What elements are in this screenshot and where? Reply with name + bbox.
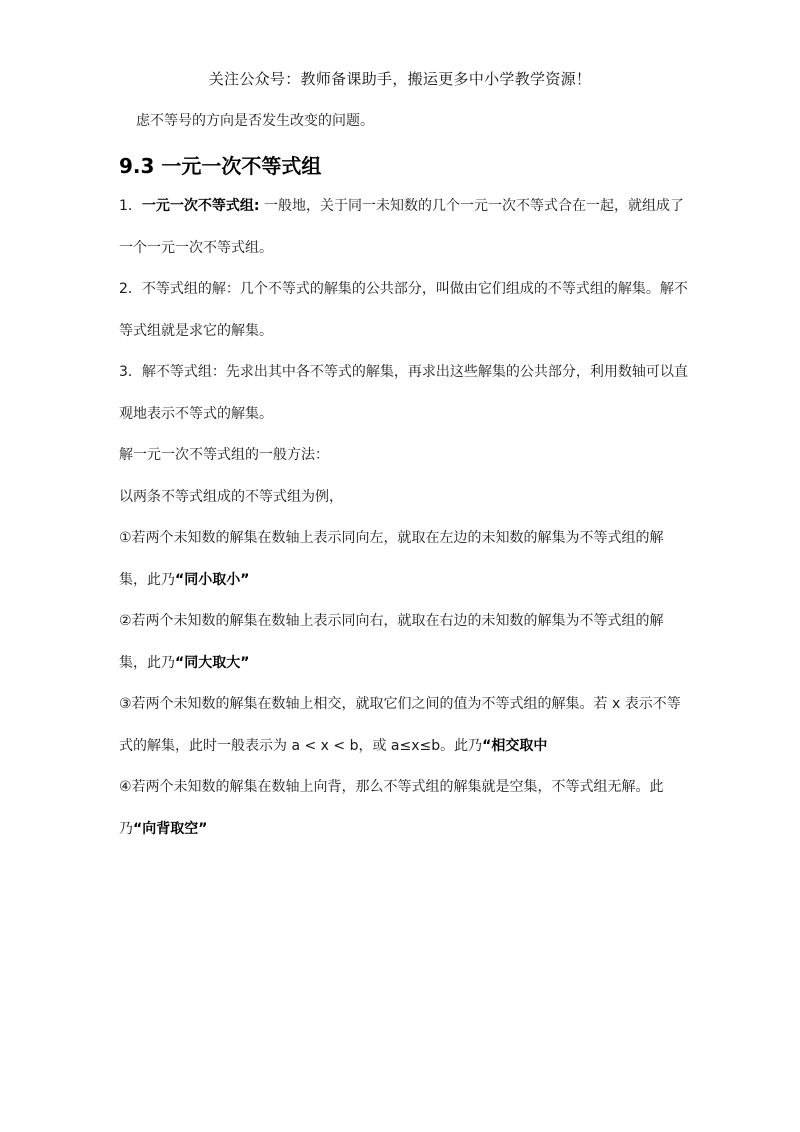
definition-1-text: 一般地，关于同一未知数的几个一元一次不等式合在一起，就组成了一个一元一次不等式组。 <box>119 198 684 256</box>
rule-2-text: ②若两个未知数的解集在数轴上表示同向右，就取在右边的未知数的解集为不等式组的解集，此乃 <box>119 613 664 671</box>
definition-1 <box>119 186 689 269</box>
header-note: 关注公众号：教师备课助手，搬运更多中小学教学资源！ <box>208 70 592 88</box>
method-intro: 以两条不等式组成的不等式组为例， <box>119 488 343 505</box>
rule-4 <box>119 767 689 850</box>
rule-4-keyword: “向背取空” <box>133 820 208 837</box>
rule-2 <box>119 601 689 684</box>
rule-3-text: ③若两个未知数的解集在数轴上相交，就取它们之间的值为不等式组的解集。若 x 表示不等式的解集，此时一般表示为 a < x < b，或 a≤x≤b。此乃 <box>119 696 681 754</box>
rule-1-text: ①若两个未知数的解集在数轴上表示同向左，就取在左边的未知数的解集为不等式组的解集，此乃 <box>119 530 664 588</box>
definition-3: 3．解不等式组：先求出其中各不等式的解集，再求出这些解集的公共部分，利用数轴可以直观地表示不等式的解集。 <box>119 364 688 422</box>
rule-1 <box>119 518 689 601</box>
section-title: 9.3 一元一次不等式组 <box>119 154 322 178</box>
rule-3-keyword: “相交取中 <box>482 737 548 754</box>
definition-1-prefix: 1． <box>119 198 142 214</box>
definition-1-term: 一元一次不等式组: <box>141 198 260 214</box>
rule-1-keyword: “同小取小” <box>175 571 250 588</box>
definition-2: 2．不等式组的解：几个不等式的解集的公共部分，叫做由它们组成的不等式组的解集。解不等式组就是求它的解集。 <box>119 281 688 339</box>
section-content <box>119 186 689 850</box>
continued-paragraph: 虑不等号的方向是否发生改变的问题。 <box>136 113 374 129</box>
rule-4-text: ④若两个未知数的解集在数轴上向背，那么不等式组的解集就是空集，不等式组无解。此乃 <box>119 779 664 837</box>
rule-2-keyword: “同大取大” <box>175 654 250 671</box>
method-title: 解一元一次不等式组的一般方法： <box>119 447 329 463</box>
rule-3 <box>119 684 689 767</box>
